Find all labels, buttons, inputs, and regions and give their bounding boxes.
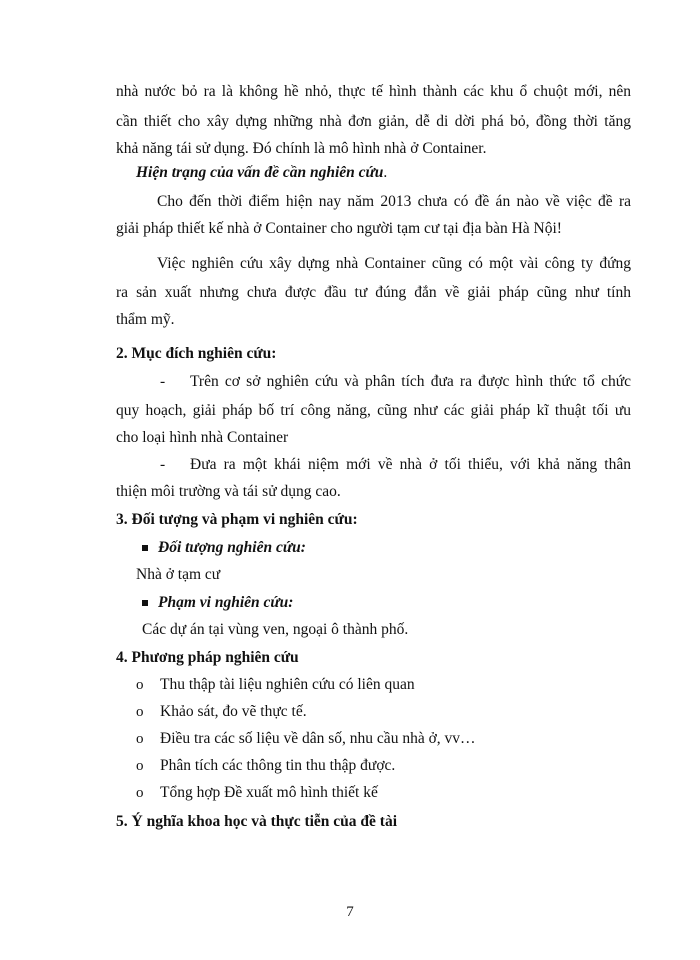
circle-bullet-icon: o xyxy=(136,785,144,801)
square-bullet-icon xyxy=(142,600,148,606)
intro-line-1: nhà nước bỏ ra là không hề nhỏ, thực tế hình thành các khu ổ chuột mới, nên xyxy=(116,83,631,100)
section2-heading: 2. Mục đích nghiên cứu: xyxy=(116,345,277,362)
para2-line-1: Việc nghiên cứu xây dựng nhà Container cũng có một vài công ty đứng xyxy=(157,255,631,272)
section2-item1-line-1: Trên cơ sở nghiên cứu và phân tích đưa ra được hình thức tổ chức xyxy=(190,373,631,390)
circle-bullet-icon: o xyxy=(136,731,144,747)
intro-line-2: cần thiết cho xây dựng những nhà đơn giản, dễ di dời phá bỏ, đồng thời tăng xyxy=(116,113,631,130)
section4-heading: 4. Phương pháp nghiên cứu xyxy=(116,649,299,666)
dash-bullet: - xyxy=(160,373,166,390)
section3-sub2-heading: Phạm vi nghiên cứu: xyxy=(158,594,294,611)
page-number: 7 xyxy=(346,904,354,920)
section3-sub2-text: Các dự án tại vùng ven, ngoại ô thành phố. xyxy=(142,621,409,638)
section2-item2-line-2: thiện môi trường và tái sử dụng cao. xyxy=(116,483,341,500)
section4-item-3: Điều tra các số liệu về dân số, nhu cầu nhà ở, vv… xyxy=(160,730,476,747)
circle-bullet-icon: o xyxy=(136,677,144,693)
section3-heading: 3. Đối tượng và phạm vi nghiên cứu: xyxy=(116,511,358,528)
circle-bullet-icon: o xyxy=(136,704,144,720)
section2-item1-line-2: quy hoạch, giải pháp bố trí công năng, cũng như các giải pháp kĩ thuật tối ưu xyxy=(116,402,631,419)
para1-line-2: giải pháp thiết kế nhà ở Container cho người tạm cư tại địa bàn Hà Nội! xyxy=(116,220,562,237)
section4-item-1: Thu thập tài liệu nghiên cứu có liên quan xyxy=(160,676,415,693)
section4-item-5: Tổng hợp Đề xuất mô hình thiết kế xyxy=(160,784,378,801)
section4-item-4: Phân tích các thông tin thu thập được. xyxy=(160,757,396,774)
subheading xyxy=(136,163,387,183)
section3-sub1-heading: Đối tượng nghiên cứu: xyxy=(158,539,306,556)
section2-item2-line-1: Đưa ra một khái niệm mới về nhà ở tối thiểu, với khả năng thân xyxy=(190,456,631,473)
para2-line-3: thẩm mỹ. xyxy=(116,311,175,328)
section3-sub1-text: Nhà ở tạm cư xyxy=(136,566,221,583)
dash-bullet: - xyxy=(160,456,166,473)
square-bullet-icon xyxy=(142,545,148,551)
intro-line-3: khả năng tái sử dụng. Đó chính là mô hình nhà ở Container. xyxy=(116,140,487,157)
subheading-text: Hiện trạng của vấn đề cần nghiên cứu xyxy=(136,164,384,181)
subheading-suffix: . xyxy=(383,164,388,181)
para1-line-1: Cho đến thời điểm hiện nay năm 2013 chưa có đề án nào về việc đề ra xyxy=(157,193,631,210)
circle-bullet-icon: o xyxy=(136,758,144,774)
para2-line-2: ra sản xuất nhưng chưa được đầu tư đúng đắn về giải pháp cũng như tính xyxy=(116,284,631,301)
section4-item-2: Khảo sát, đo vẽ thực tế. xyxy=(160,703,307,720)
section2-item1-line-3: cho loại hình nhà Container xyxy=(116,429,289,446)
section5-heading: 5. Ý nghĩa khoa học và thực tiễn của đề tài xyxy=(116,813,398,830)
